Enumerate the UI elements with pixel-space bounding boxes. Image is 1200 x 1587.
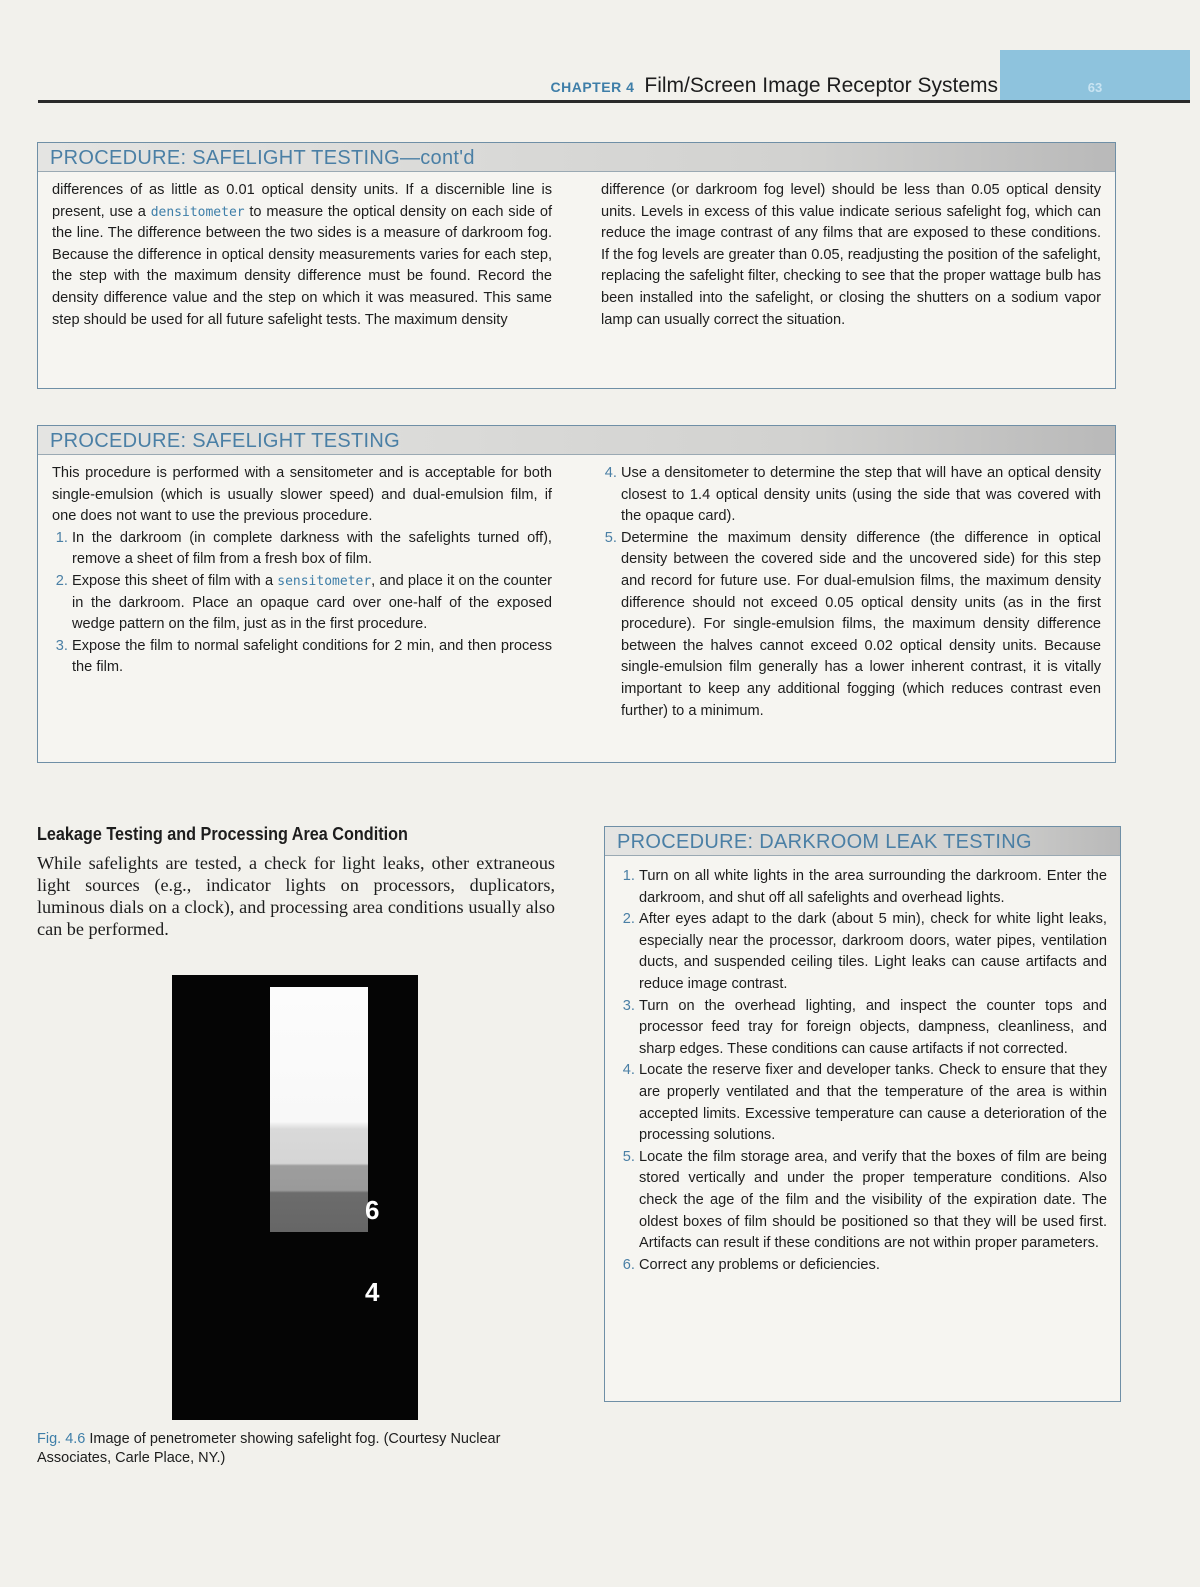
intro-text: This procedure is performed with a sensitometer and is acceptable for both single-emulsion (which is usually slower speed) and dual-emulsion film, if one does not want to use the previous procedure.: [52, 465, 552, 525]
right-column: [601, 180, 1101, 331]
right-column: [601, 463, 1101, 722]
figure-label: Fig. 4.6: [37, 1431, 86, 1447]
step-number: 6: [365, 1195, 380, 1225]
penetrometer-image: [172, 975, 418, 1420]
page-number-tab: [1000, 50, 1190, 100]
step: 5. Locate the film storage area, and verify that the boxes of film are being stored vertically and under the proper temperature conditions. Also check the age of the film and the visibility of the expiration date. The oldest boxes of film should be positioned so that they will be used first. Artifacts can result if these conditions are not within proper parameters.: [639, 1147, 1107, 1255]
left-column: [52, 463, 552, 722]
step-number: 4: [365, 1277, 380, 1307]
left-column: [52, 180, 552, 331]
procedure-box-safelight-contd: [37, 142, 1116, 389]
text: Expose this sheet of film with a: [72, 572, 278, 589]
text: to measure the optical density on each side of the line. The difference between the two sides is a measure of darkroom fog. Because the difference in optical density measurements varies for each step, the step with the maximum density difference must be found. Record the density difference value and the step on which it was measured. This same step should be used for all future safelight tests. The maximum density: [52, 203, 552, 328]
step: 3. Turn on the overhead lighting, and inspect the counter tops and processor feed tray for foreign objects, dampness, cleanliness, and sharp edges. These conditions can cause artifacts if not corrected.: [639, 996, 1107, 1061]
steps-column: [619, 866, 1107, 1276]
running-header: [38, 74, 998, 98]
procedure-box-safelight: [37, 425, 1116, 763]
step: 4. Locate the reserve fixer and developer tanks. Check to ensure that they are properly ventilated and that the temperature of the area is within accepted limits. Excessive temperature can cause a deterioration of the processing solutions.: [639, 1060, 1107, 1146]
box-title: PROCEDURE: SAFELIGHT TESTING: [38, 426, 1115, 455]
page-number: 63: [1087, 80, 1103, 95]
step: 5. Determine the maximum density difference (the difference in optical density between the covered side and the uncovered side) for this step and record for future use. For dual-emulsion films, the maximum density difference should not exceed 0.05 optical density units (as in the first procedure). For single-emulsion films, the maximum density difference between the halves cannot exceed 0.02 optical density units. Because single-emulsion film generally has a lower inherent contrast, it is vitally important to keep any additional fogging (which reduces contrast even further) to a minimum.: [621, 528, 1101, 722]
chapter-title: Film/Screen Image Receptor Systems: [644, 74, 998, 97]
header-rule: [38, 100, 1190, 103]
text: differences of as little as 0.01 optical density units. If a discernible line is present, use a: [52, 182, 552, 220]
step: 4. Use a densitometer to determine the step that will have an optical density closest to 1.4 optical density units (using the side that was covered with the opaque card).: [621, 463, 1101, 528]
keyword-sensitometer: sensitometer: [277, 573, 372, 589]
step: [72, 571, 552, 636]
step: 6. Correct any problems or deficiencies.: [639, 1255, 1107, 1277]
step: 1. Turn on all white lights in the area surrounding the darkroom. Enter the darkroom, and shut off all safelights and overhead lights.: [639, 866, 1107, 909]
caption-text: Image of penetrometer showing safelight fog. (Courtesy Nuclear Associates, Carle Place, NY.): [37, 1431, 501, 1466]
step: 2. After eyes adapt to the dark (about 5 min), check for white light leaks, especially near the processor, darkroom doors, water pipes, ventilation ducts, and suspended ceiling tiles. Light leaks can cause artifacts and reduce image contrast.: [639, 909, 1107, 995]
procedure-box-darkroom-leak: [604, 826, 1121, 1402]
chapter-label: CHAPTER 4: [550, 79, 635, 95]
box-title: PROCEDURE: DARKROOM LEAK TESTING: [605, 827, 1120, 856]
step: 1. In the darkroom (in complete darkness with the safelights turned off), remove a sheet of film from a fresh box of film.: [72, 528, 552, 571]
text: difference (or darkroom fog level) should be less than 0.05 optical density units. Levels in excess of this value indicate serious safelight fog, which can reduce the image contrast of any films that are exposed to these conditions. If the fog levels are greater than 0.05, readjusting the position of the safelight, replacing the safelight filter, checking to see that the proper wattage bulb has been installed into the safelight, or closing the shutters on a sodium vapor lamp can usually correct the situation.: [601, 182, 1101, 328]
figure-caption: [37, 1430, 557, 1468]
wedge-strip: [270, 987, 368, 1232]
section-heading: Leakage Testing and Processing Area Condition: [37, 824, 408, 844]
text: , and place it on the counter in the darkroom. Place an opaque card over one-half of the exposed wedge pattern on the film, just as in the first procedure.: [72, 572, 552, 633]
section-body: While safelights are tested, a check for light leaks, other extraneous light sources (e.g., indicator lights on processors, duplicators, luminous dials on a clock), and processing area conditions usually also can be performed.: [37, 853, 555, 939]
keyword-densitometer: densitometer: [150, 204, 245, 220]
step: 3. Expose the film to normal safelight conditions for 2 min, and then process the film.: [72, 636, 552, 679]
box-title: PROCEDURE: SAFELIGHT TESTING—cont'd: [38, 143, 1115, 172]
